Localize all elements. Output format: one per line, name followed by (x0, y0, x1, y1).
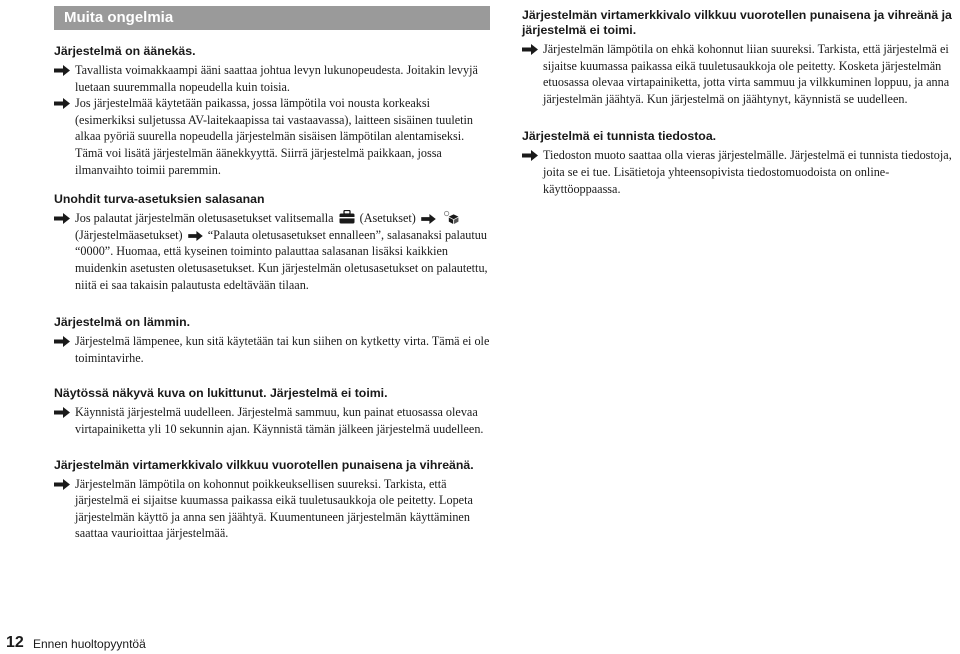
system-settings-icon (443, 210, 459, 224)
arrow-bullet-icon (54, 65, 70, 76)
arrow-bullet-icon (54, 98, 70, 109)
item-text: Tavallista voimakkaampi ääni saattaa johtua levyn lukunopeudesta. Joitakin levyjä luetaan suuremmalla nopeudella kuin toisia. (75, 63, 478, 94)
footer-section-label: Ennen huoltopyyntöä (33, 637, 146, 651)
item-text: Tiedoston muoto saattaa olla vieras järjestelmälle. Järjestelmä ei tunnista tiedostoja, joita se ei tue. Lisätietoja yhteensopivista tiedostomuodoista on online-käyttöoppaassa. (543, 148, 952, 196)
block-heading: Järjestelmä on lämmin. (54, 315, 191, 330)
block-noisy (54, 44, 492, 178)
list-item (54, 62, 492, 95)
block-blinking-not-working (522, 8, 954, 107)
arrow-bullet-icon (54, 407, 70, 418)
item-text-part2: (Asetukset) (359, 211, 416, 226)
arrow-bullet-icon (54, 336, 70, 347)
block-heading: Järjestelmän virtamerkkivalo vilkkuu vuorotellen punaisena ja vihreänä. (54, 457, 474, 472)
page-footer (0, 634, 300, 654)
block-heading: Järjestelmän virtamerkkivalo vilkkuu vuorotellen punaisena ja vihreänä ja järjestelmä ei toimi. (522, 8, 952, 37)
item-text-part1: Jos palautat järjestelmän oletusasetukset valitsemalla (75, 211, 334, 226)
item-text: Järjestelmän lämpötila on ehkä kohonnut liian suureksi. Tarkista, että järjestelmä ei sijaitse kuumassa paikassa eikä tuuletusaukkoja ole peitetty. Kosketa järjestelmän etuosassa olevaa virtapainiketta, jotta virta sammuu ja vilkkuminen loppuu, ja anna järjestelmän jäähtyä. Kun järjestelmä on jäähtynyt, käynnistä se uudelleen. (543, 42, 950, 106)
block-file-not-recognized (522, 129, 954, 197)
list-item (54, 404, 492, 437)
list-item (54, 333, 492, 366)
block-frozen (54, 386, 492, 437)
item-text-part4: “Palauta oletusasetukset ennalleen”, salasanaksi palautuu “0000”. Huomaa, että kyseinen toiminto palauttaa salasanan lisäksi kaikkien muidenkin asetusten oletusasetukset. Kun järjestelmän oletusasetukset on palautettu, niitä ei saa takaisin palautusta edeltävään tilaan. (75, 227, 488, 292)
arrow-inline-icon (188, 231, 203, 241)
arrow-inline-icon (421, 214, 436, 224)
arrow-bullet-icon (522, 150, 538, 161)
arrow-bullet-icon (54, 213, 70, 224)
settings-toolbox-icon (339, 210, 355, 224)
block-heading: Unohdit turva-asetuksien salasanan (54, 192, 265, 207)
block-warm (54, 315, 492, 366)
item-text: Jos järjestelmää käytetään paikassa, jossa lämpötila voi nousta korkeaksi (esimerkiksi suljetussa AV-laitekaapissa tai vastaavassa), laitteen sisäinen tuuletin alkaa pyöriä suurella nopeudella järjestelmän sisäisen lämpötilan alentamiseksi. Tämä voi lisätä järjestelmän äänekkyyttä. Siirrä järjestelmä paikkaan, jossa ilmanvaihto toimii paremmin. (75, 96, 474, 177)
arrow-bullet-icon (54, 479, 70, 490)
right-column (522, 8, 954, 211)
item-text: Käynnistä järjestelmä uudelleen. Järjestelmä sammuu, kun painat etuosassa olevaa virtapainiketta yli 10 sekunnin ajan. Käynnistä tämän jälkeen järjestelmä uudelleen. (75, 405, 484, 436)
item-text: Järjestelmän lämpötila on kohonnut poikkeuksellisen suureksi. Tarkista, että järjestelmä ei sijaitse kuumassa paikassa eikä tuuletusaukkoja ole peitetty. Lopeta järjestelmän käyttö ja anna sen jäähtyä. Kuumentuneen järjestelmän käyttäminen saattaa vaurioittaa järjestelmää. (75, 476, 473, 541)
item-text: Järjestelmä lämpenee, kun sitä käytetään tai kun siihen on kytketty virta. Tämä ei ole toimintavirhe. (75, 334, 490, 365)
block-heading: Järjestelmä ei tunnista tiedostoa. (522, 129, 717, 144)
block-blinking (54, 458, 492, 542)
block-heading: Näytössä näkyvä kuva on lukittunut. Järjestelmä ei toimi. (54, 386, 388, 401)
block-password (54, 192, 492, 293)
page-number: 12 (6, 634, 24, 651)
item-text-part3: (Järjestelmäasetukset) (75, 227, 183, 242)
list-item (54, 210, 492, 293)
list-item (522, 147, 954, 197)
left-column (54, 6, 492, 556)
list-item (522, 41, 954, 107)
section-title: Muita ongelmia (54, 6, 490, 30)
arrow-bullet-icon (522, 44, 538, 55)
list-item (54, 476, 492, 542)
block-heading: Järjestelmä on äänekäs. (54, 44, 196, 58)
list-item (54, 95, 492, 178)
